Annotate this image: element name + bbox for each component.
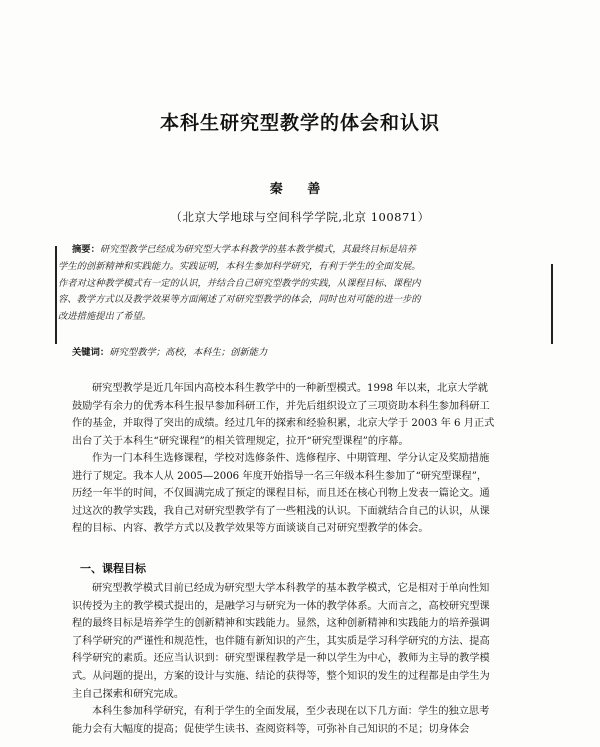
- text-line: 作为一门本科生选修课程，学校对选修条件、选修程序、中期管理、学分认定及奖励措施: [92, 453, 490, 464]
- abstract-line: 作者对这种教学模式有一定的认识，并结合自己研究型教学的实践，从课程目标、课程内: [58, 277, 421, 289]
- text-line: 作的基金，并取得了突出的成绩。经过几年的探索和经验积累，北京大学于 2003 年 6 月正式: [72, 418, 495, 430]
- section1-paragraph-2: [72, 703, 542, 738]
- intro-paragraph-1: [72, 380, 542, 450]
- abstract-line: 学生的创新精神和实践能力。实践证明，本科生参加科学研究，有利于学生的全面发展。: [58, 260, 421, 272]
- text-line: 主自己探索和研究完成。: [72, 688, 185, 700]
- author-name: 秦 善: [269, 182, 331, 197]
- text-line: 历经一年半的时间，不仅圆满完成了预定的课程目标，而且还在核心刊物上发表一篇论文。通: [72, 488, 490, 500]
- abstract-label: 摘要：: [72, 244, 100, 255]
- abstract-line: 改进措施提出了希望。: [58, 311, 151, 323]
- text-line: 识传授为主的教学模式提出的，是融学习与研究为一体的教学体系。大而言之，高校研究型课: [72, 600, 490, 612]
- text-line: 进行了规定。我本人从 2005—2006 年度开始指导一名三年级本科生参加了“研究型课程”，: [72, 470, 488, 482]
- abstract-text: 研究型教学已经成为研究型大学本科教学的基本教学模式，其最终目标是培养: [99, 244, 416, 255]
- keywords-line: [72, 344, 267, 358]
- text-line: 科学研究的素质。还应当认识到：研究型课程教学是一种以学生为中心，教师为主导的教学模: [72, 653, 490, 665]
- text-line: 能力会有大幅度的提高；促使学生读书、查阅资料等，可弥补自己知识的不足；切身体会: [72, 723, 470, 735]
- abstract-line: [58, 242, 548, 259]
- text-line: 研究型教学是近几年国内高校本科生教学中的一种新型模式。1998 年以来，北京大学就: [92, 383, 488, 394]
- abstract-left-rule: [55, 246, 57, 344]
- text-line: 了科学研究的严谨性和规范性，也伴随有新知识的产生，其实质是学习科学研究的方法、提高: [72, 635, 490, 647]
- text-line: 程的目标、内容、教学方式以及教学效果等方面谈谈自己对研究型教学的体会。: [72, 523, 429, 535]
- keywords-label: 关键词：: [72, 347, 110, 358]
- text-line: 程的最终目标是培养学生的创新精神和实践能力。显然，这种创新精神和实践能力的培养强调: [72, 618, 490, 630]
- abstract-line: 容、教学方式以及教学效果等方面阐述了对研究型教学的体会，同时也对可能的进一步的: [58, 294, 421, 306]
- text-line: 研究型教学模式目前已经成为研究型大学本科教学的基本教学模式，它是相对于单向性知: [92, 583, 490, 594]
- abstract-block: [58, 242, 548, 326]
- section-heading-course-goals: 一、课程目标: [80, 562, 146, 575]
- paper-title: 本科生研究型教学的体会和认识: [159, 112, 440, 134]
- keywords-text: 研究型教学；高校，本科生；创新能力: [109, 347, 268, 358]
- section1-paragraph-1: [72, 580, 542, 703]
- intro-paragraph-2: [72, 450, 542, 538]
- text-line: 过这次的教学实践，我自己对研究型教学有了一些粗浅的认识。下面就结合自己的认识，从课: [72, 505, 490, 517]
- text-line: 出台了关于本科生“研究课程”的相关管理规定，拉开“研究型课程”的序幕。: [72, 435, 409, 447]
- text-line: 本科生参加科学研究，有利于学生的全面发展，至少表现在以下几方面：学生的独立思考: [92, 706, 490, 717]
- abstract-right-rule: [551, 264, 553, 344]
- text-line: 鼓励学有余力的优秀本科生报早参加科研工作，并先后组织设立了三项资助本科生参加科研工: [72, 400, 490, 412]
- text-line: 式。从问题的提出，方案的设计与实施、结论的获得等，整个知识的发生的过程都是由学生为: [72, 670, 490, 682]
- author-affiliation: （北京大学地球与空间科学学院,北京 100871）: [170, 210, 430, 224]
